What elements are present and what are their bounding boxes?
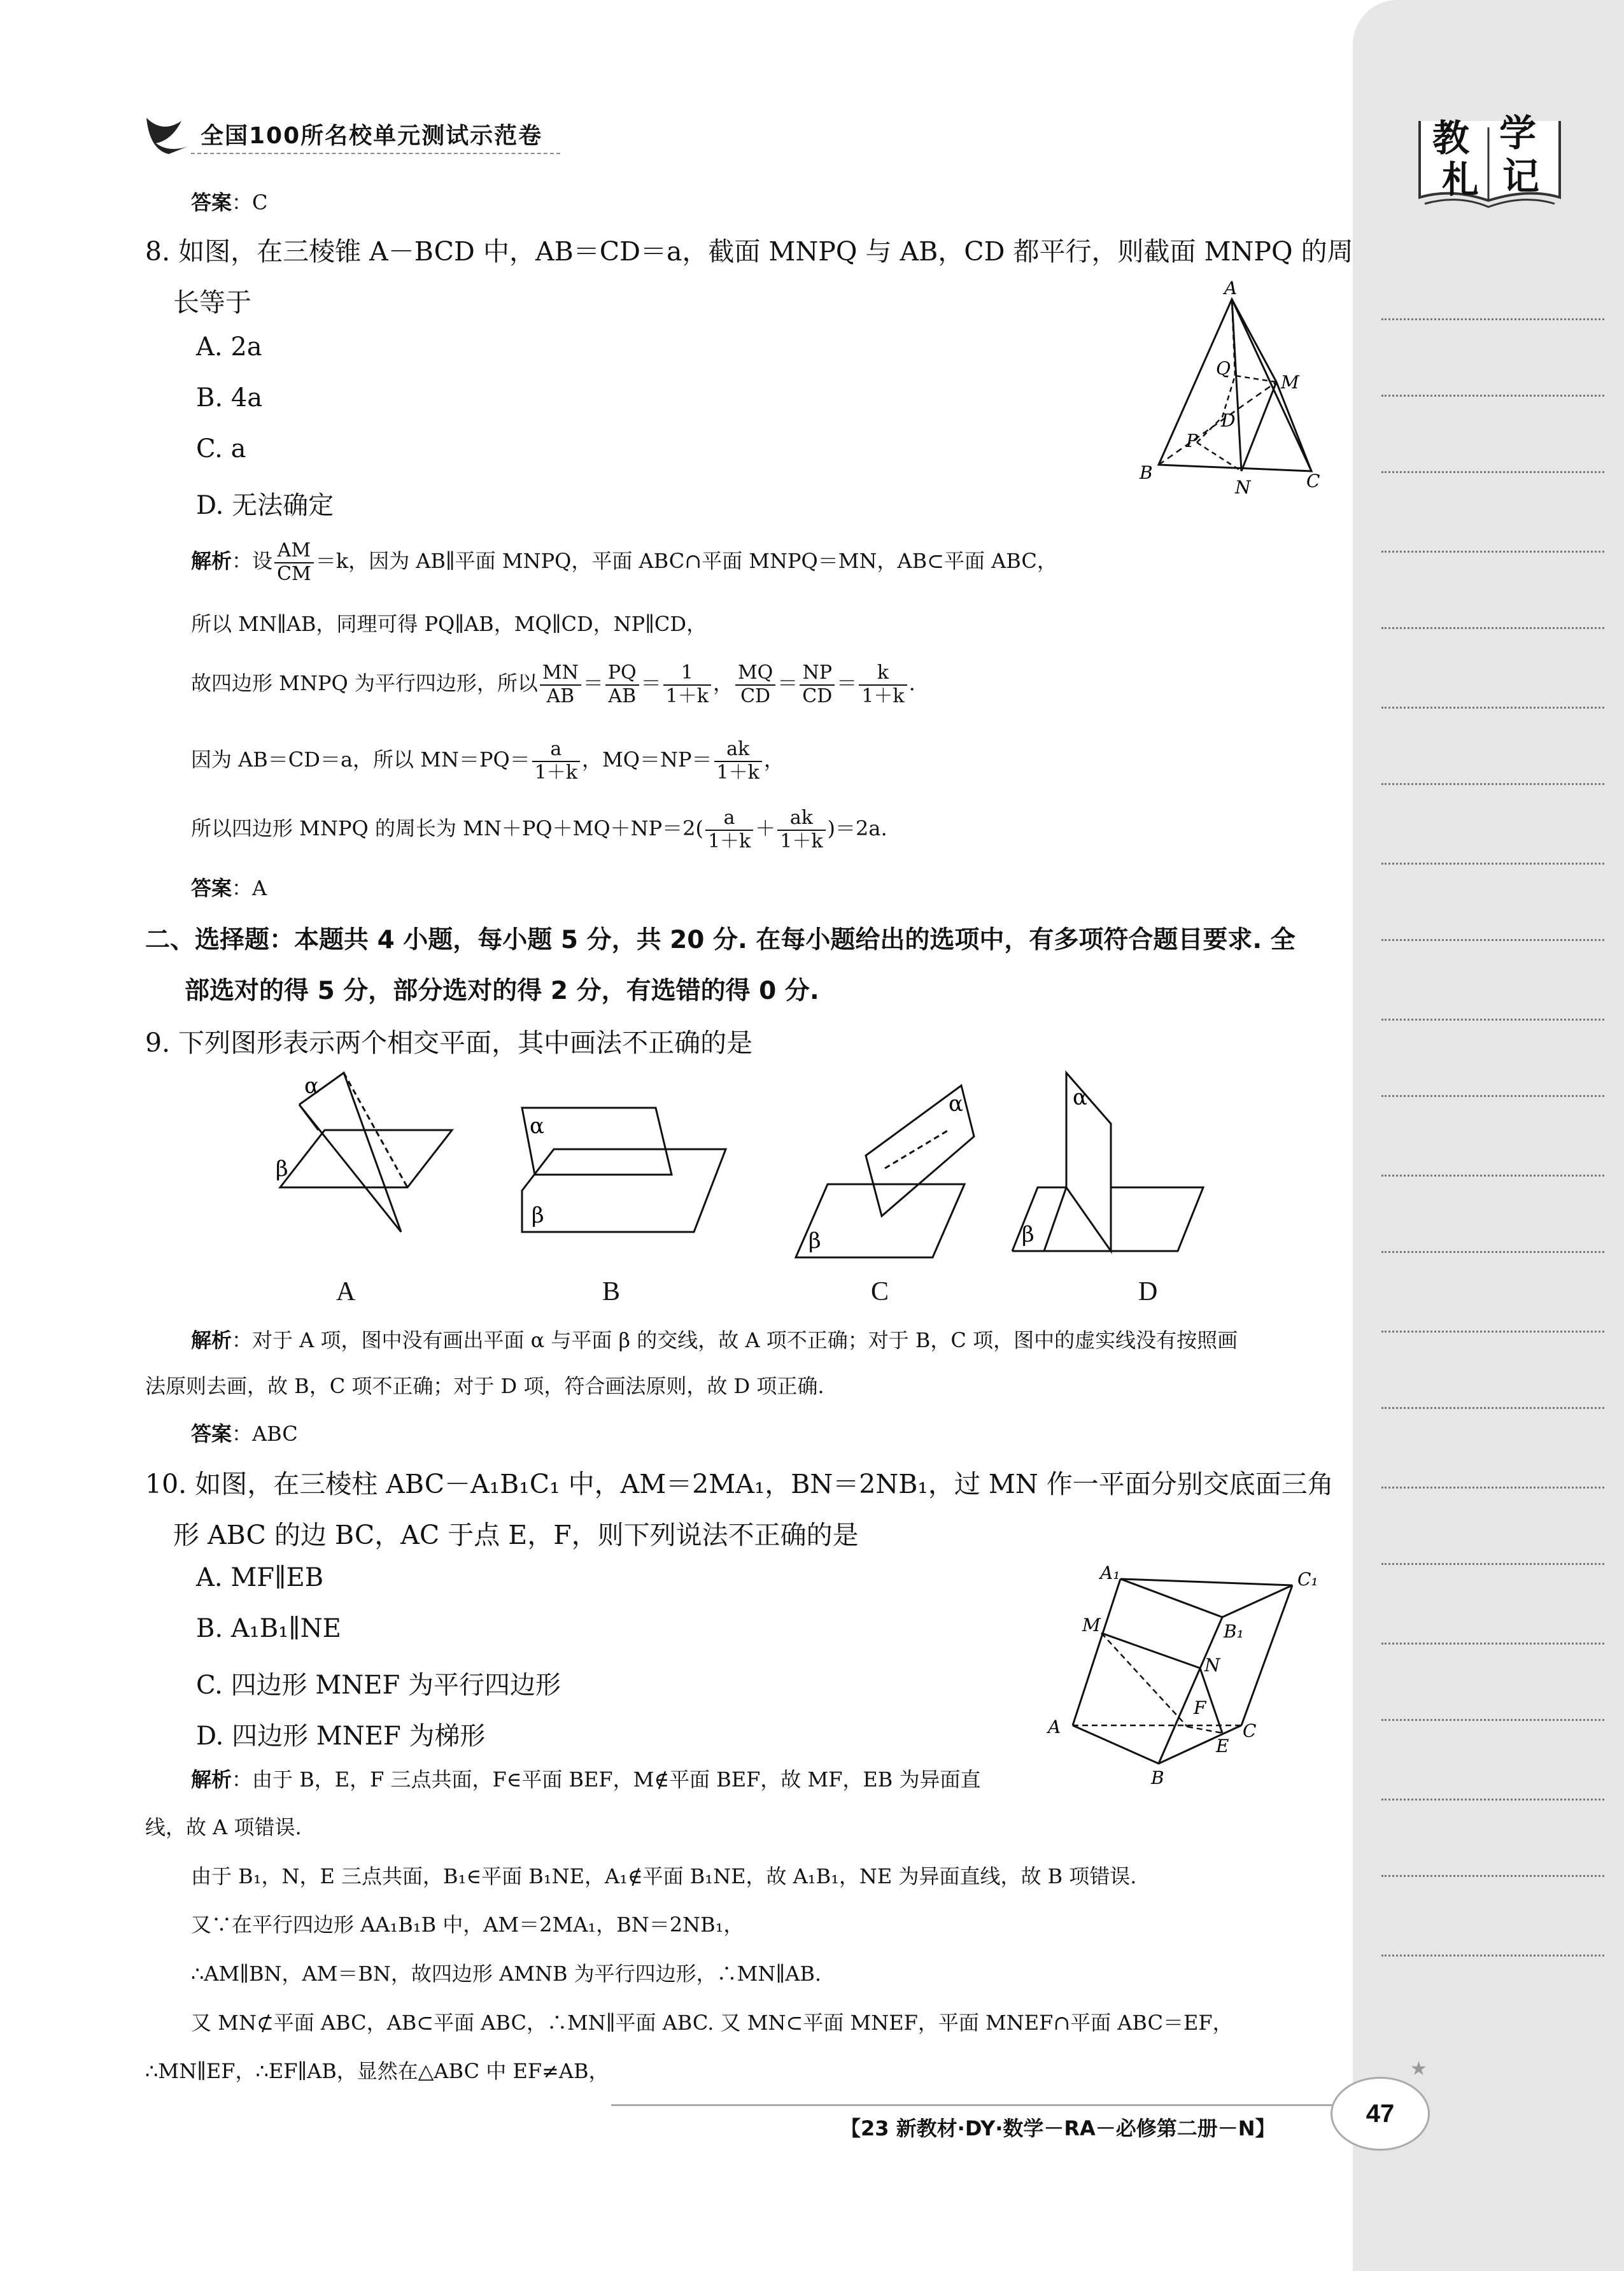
q9-analysis-line-2: 法原则去画，故 B，C 项不正确；对于 D 项，符合画法原则，故 D 项正确. [145,1374,824,1398]
label-Q: Q [1216,358,1231,379]
section2-heading-line-1: 二、选择题：本题共 4 小题，每小题 5 分，共 20 分. 在每小题给出的选项中，有多项符合题目要求. 全 [145,926,1296,954]
q10-option-b: B. A₁B₁∥NE [196,1614,341,1643]
note-line [1381,318,1604,320]
fraction: $\frac{NP}{CD}$ [800,662,835,707]
note-line [1381,783,1604,785]
q9-caption-b: B [602,1277,621,1306]
page-number: 47 [1331,2077,1430,2151]
answer-label: 答案 [191,190,232,215]
plane-alpha-label: α [949,1091,963,1117]
label-F: F [1194,1697,1206,1718]
note-line [1381,1875,1604,1877]
sidebar-char-3: 札 [1442,158,1479,201]
text: ，MQ＝NP＝ [582,747,712,772]
label-C: C [1306,470,1320,492]
fraction: $\frac{PQ}{AB}$ [605,662,639,707]
star-icon: ★ [1410,2058,1427,2080]
sidebar-char-2: 学 [1499,111,1537,155]
footer-rule [611,2104,1337,2106]
label-M: M [1281,372,1299,393]
fraction: $\frac{MN}{AB}$ [540,662,581,707]
note-line [1381,1175,1604,1177]
header-title: 全国100所名校单元测试示范卷 [201,123,543,149]
analysis-label: 解析 [191,1328,232,1352]
q10-stem-line-1: 10. 如图，在三棱柱 ABC－A₁B₁C₁ 中，AM＝2MA₁，BN＝2NB₁，过 MN 作一平面分别交底面三角 [145,1469,1334,1499]
label-C: C [1243,1720,1257,1741]
fraction: $\frac{ak}{1+k}$ [777,807,825,853]
answer-value: A [252,876,267,900]
note-line [1381,395,1604,397]
text: ：对于 A 项，图中没有画出平面 α 与平面 β 的交线，故 A 项不正确；对于 B，C 项，图中的虚实线没有按照画 [232,1328,1238,1352]
answer-label: 答案 [191,876,232,900]
plane-alpha-label: α [530,1114,544,1139]
note-line [1381,627,1604,629]
q10-stem-line-2: 形 ABC 的边 BC，AC 于点 E，F，则下列说法不正确的是 [173,1520,859,1550]
label-B: B [1151,1767,1164,1788]
q8-answer: 答案：A [191,876,267,900]
note-line [1381,471,1604,473]
note-line [1381,1331,1604,1333]
q10-prism-figure [1038,1560,1337,1802]
footer-book-code: 【23 新教材·DY·数学－RA－必修第二册－N】 [840,2116,1276,2140]
q9-stem: 9. 下列图形表示两个相交平面，其中画法不正确的是 [145,1028,753,1058]
fraction: $\frac{a}{1+k}$ [532,739,580,784]
label-E: E [1216,1736,1229,1757]
q9-answer: 答案：ABC [191,1422,298,1446]
q9-caption-a: A [336,1277,356,1306]
label-D: D [1221,410,1236,431]
label-N: N [1204,1655,1220,1676]
note-line [1381,1643,1604,1645]
notes-sidebar [1353,0,1624,2271]
plane-beta-label: β [532,1203,544,1228]
q10-analysis-line-6: 又 MN⊄平面 ABC，AB⊂平面 ABC，∴MN∥平面 ABC. 又 MN⊂平面 MNEF，平面 MNEF∩平面 ABC＝EF， [191,2011,1233,2035]
answer-value: C [252,190,268,215]
note-line [1381,1095,1604,1097]
answer-label: 答案 [191,1422,232,1446]
q10-analysis-line-5: ∴AM∥BN，AM＝BN，故四边形 AMNB 为平行四边形，∴MN∥AB. [191,1962,822,1986]
q8-tetrahedron-figure [1133,280,1331,497]
note-line [1381,551,1604,553]
fraction: $\frac{ak}{1+k}$ [714,739,762,784]
note-line [1381,1487,1604,1489]
plane-alpha-label: α [304,1073,319,1099]
fraction: $\frac{1}{1+k}$ [663,662,711,707]
q8-option-b: B. 4a [196,383,263,413]
q10-analysis-line-2: 线，故 A 项错误. [145,1815,302,1839]
text: 所以四边形 MNPQ 的周长为 MN＋PQ＋MQ＋NP＝2( [191,816,703,840]
q10-analysis-line-7: ∴MN∥EF，∴EF∥AB，显然在△ABC 中 EF≠AB， [145,2059,609,2083]
note-line [1381,1563,1604,1565]
q10-option-d: D. 四边形 MNEF 为梯形 [196,1722,486,1751]
header-rule [191,153,560,154]
q8-analysis-line-5: 所以四边形 MNPQ 的周长为 MN＋PQ＋MQ＋NP＝2( $\frac{a}{1+k}$ ＋ $\frac{ak}{1+k}$ )＝2a. [191,807,887,853]
text: 因为 AB＝CD＝a，所以 MN＝PQ＝ [191,747,530,772]
q10-analysis-line-4: 又∵在平行四边形 AA₁B₁B 中，AM＝2MA₁，BN＝2NB₁， [191,1913,744,1937]
teaching-notes-title [1413,108,1566,210]
q8-analysis-line-1 [191,540,1057,585]
label-A1: A₁ [1100,1562,1120,1583]
label-B1: B₁ [1224,1621,1244,1642]
q8-analysis-line-2: 所以 MN∥AB，同理可得 PQ∥AB，MQ∥CD，NP∥CD， [191,612,707,636]
sidebar-char-1: 教 [1432,117,1470,160]
label-N: N [1235,477,1251,497]
q9-caption-d: D [1138,1277,1158,1306]
q9-figures [255,1066,1210,1321]
fraction: $\frac{MQ}{CD}$ [735,662,775,707]
fraction: $\frac{AM}{CM}$ [274,540,314,585]
answer-value: ABC [252,1422,298,1446]
text: ＝k，因为 AB∥平面 MNPQ，平面 ABC∩平面 MNPQ＝MN，AB⊂平面 ABC， [315,549,1057,573]
label-C1: C₁ [1297,1569,1318,1590]
q7-answer: 答案：C [191,190,268,215]
q8-analysis-line-4: 因为 AB＝CD＝a，所以 MN＝PQ＝ $\frac{a}{1+k}$ ，MQ＝NP＝ $\frac{ak}{1+k}$ ， [191,738,784,784]
note-line [1381,939,1604,941]
figure-d [1012,1073,1203,1251]
bird-book-logo-icon [143,108,191,156]
plane-beta-label: β [276,1156,288,1182]
note-line [1381,863,1604,865]
figure-b [522,1108,726,1232]
text: 故四边形 MNPQ 为平行四边形，所以 [191,671,538,695]
plane-alpha-label: α [1073,1085,1087,1110]
q10-option-a: A. MF∥EB [196,1563,324,1592]
text: )＝2a. [827,816,887,840]
label-P: P [1186,430,1198,451]
q8-option-c: C. a [196,434,246,463]
q10-option-c: C. 四边形 MNEF 为平行四边形 [196,1671,561,1700]
figure-c [796,1086,974,1257]
q8-stem-line-2: 长等于 [173,287,251,318]
analysis-label: 解析 [191,549,232,573]
note-line [1381,1799,1604,1801]
label-B: B [1140,462,1153,483]
q10-analysis-line-1 [191,1764,980,1793]
note-line [1381,1019,1604,1021]
plane-beta-label: β [1022,1222,1034,1247]
note-line [1381,1251,1604,1253]
fraction: $\frac{k}{1+k}$ [859,662,907,707]
plane-beta-label: β [808,1228,821,1254]
label-A: A [1224,280,1238,299]
note-line [1381,1955,1604,1956]
fraction: $\frac{a}{1+k}$ [705,807,753,853]
text: ：由于 B，E，F 三点共面，F∈平面 BEF，M∉平面 BEF，故 MF，EB 为异面直 [232,1767,981,1792]
label-M: M [1082,1615,1101,1636]
note-line [1381,707,1604,709]
q8-option-d: D. 无法确定 [196,491,334,520]
label-A: A [1048,1716,1061,1737]
q8-analysis-line-3: 故四边形 MNPQ 为平行四边形，所以 $\frac{MN}{AB}$ ＝ $\frac{PQ}{AB}$ ＝ $\frac{1}{1+k}$ ， $\frac{MQ}{CD}$ ＝ $\frac{NP}{CD}$ ＝ $\frac{k}{1+k}$ . [191,661,915,707]
note-line [1381,1719,1604,1721]
sidebar-char-4: 记 [1502,155,1540,198]
q8-stem-line-1: 8. 如图，在三棱锥 A－BCD 中，AB＝CD＝a，截面 MNPQ 与 AB，CD 都平行，则截面 MNPQ 的周 [145,236,1353,267]
section2-heading-line-2: 部选对的得 5 分，部分选对的得 2 分，有选错的得 0 分. [185,977,819,1005]
q8-option-a: A. 2a [196,332,262,362]
text: ：设 [232,549,273,573]
note-line [1381,1407,1604,1409]
q10-analysis-line-3: 由于 B₁，N，E 三点共面，B₁∈平面 B₁NE，A₁∉平面 B₁NE，故 A₁B₁，NE 为异面直线，故 B 项错误. [191,1864,1137,1888]
analysis-label: 解析 [191,1767,232,1792]
q9-caption-c: C [871,1277,889,1306]
q9-analysis-line-1 [191,1324,1238,1354]
